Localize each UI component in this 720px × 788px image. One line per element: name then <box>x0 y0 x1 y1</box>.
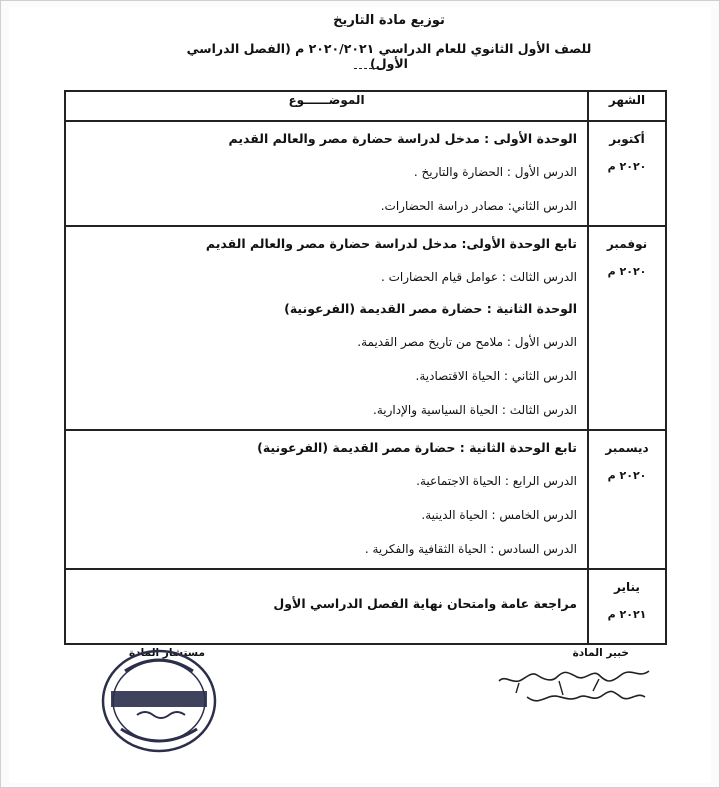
month-cell <box>588 569 666 644</box>
document-title: توزيع مادة التاريخ <box>333 13 445 28</box>
official-seal <box>97 635 227 765</box>
month-year: ٢٠٢٠ م <box>607 469 647 482</box>
topic-column-header: الموضــــــوع <box>65 91 588 121</box>
month-name: ديسمبر <box>605 441 649 455</box>
month-column-header: الشهر <box>588 91 666 121</box>
month-cell <box>588 226 666 430</box>
month-year: ٢٠٢١ م <box>607 608 647 621</box>
table-row <box>65 569 666 644</box>
topic-cell <box>65 430 588 569</box>
lesson-line: الدرس الرابع : الحياة الاجتماعية. <box>416 474 577 488</box>
month-cell <box>588 430 666 569</box>
lesson-line: الدرس الثالث : الحياة السياسية والإدارية. <box>373 403 577 417</box>
unit-heading: الوحدة الأولى : مدخل لدراسة حضارة مصر والعالم القديم <box>228 131 577 146</box>
mentor-label: مستشار المادة <box>129 647 205 659</box>
document-page <box>9 7 711 783</box>
title-divider <box>354 68 382 69</box>
table-header-row <box>65 91 666 121</box>
lesson-line: الدرس السادس : الحياة الثقافية والفكرية . <box>364 542 577 556</box>
topic-cell <box>65 121 588 226</box>
month-year: ٢٠٢٠ م <box>607 160 647 173</box>
handwritten-signatures <box>449 659 669 719</box>
lesson-line: الدرس الثالث : عوامل قيام الحضارات . <box>380 270 577 284</box>
month-name: أكتوبر <box>609 132 645 146</box>
table-row <box>65 430 666 569</box>
review-cell: مراجعة عامة وامتحان نهاية الفصل الدراسي الأول <box>65 569 588 644</box>
unit-heading: الوحدة الثانية : حضارة مصر القديمة (الفرعونية) <box>284 301 577 316</box>
month-name: نوفمبر <box>606 237 648 251</box>
topic-cell <box>65 226 588 430</box>
lesson-line: الدرس الخامس : الحياة الدينية. <box>421 508 577 522</box>
supervisor-label: خبير المادة <box>572 647 629 659</box>
schedule-table <box>64 90 667 645</box>
table-row <box>65 121 666 226</box>
table-row <box>65 226 666 430</box>
document-subtitle: للصف الأول الثانوي للعام الدراسي ٢٠٢٠/٢٠٢١ م (الفصل الدراسي الأول) <box>186 41 592 71</box>
lesson-line: الدرس الثاني: مصادر دراسة الحضارات. <box>380 199 577 213</box>
month-name: يناير <box>614 580 640 594</box>
lesson-line: الدرس الثاني : الحياة الاقتصادية. <box>415 369 577 383</box>
month-cell <box>588 121 666 226</box>
month-year: ٢٠٢٠ م <box>607 265 647 278</box>
lesson-line: الدرس الأول : الحضارة والتاريخ . <box>413 165 577 179</box>
lesson-line: الدرس الأول : ملامح من تاريخ مصر القديمة. <box>357 335 577 349</box>
unit-heading: تابع الوحدة الأولى: مدخل لدراسة حضارة مصر والعالم القديم <box>205 236 577 251</box>
unit-heading: تابع الوحدة الثانية : حضارة مصر القديمة (الفرعونية) <box>257 440 577 455</box>
